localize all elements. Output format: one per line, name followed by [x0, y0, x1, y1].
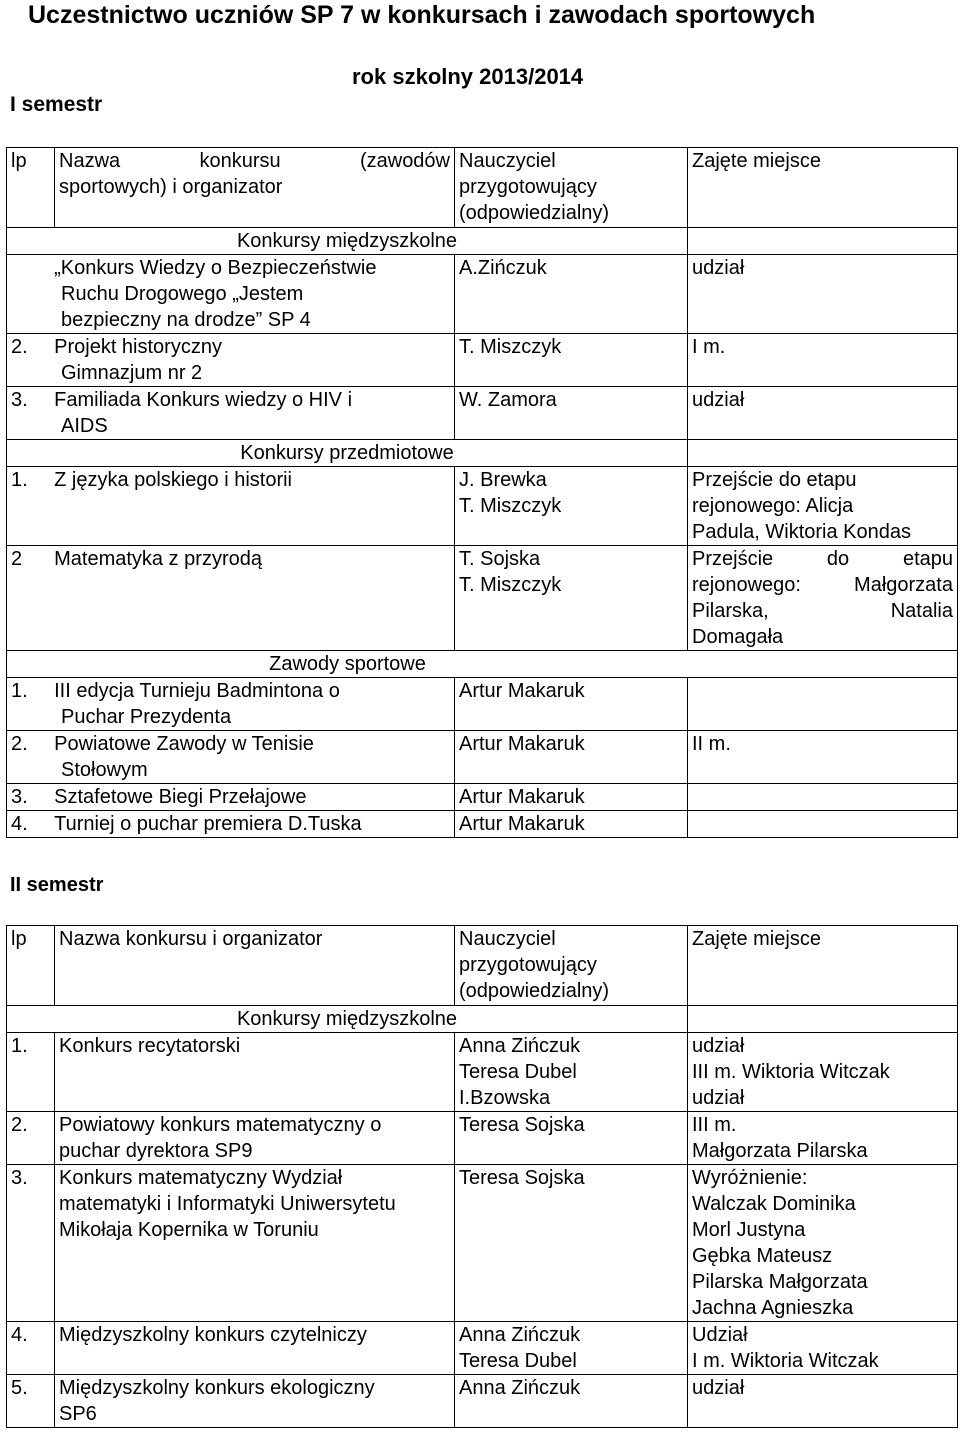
semester-1-label: I semestr — [10, 93, 103, 116]
table-row — [7, 334, 958, 387]
lp-cell: 4. — [7, 1322, 55, 1375]
table-row — [7, 1112, 958, 1165]
competition-name: 2. Powiatowe Zawody w Tenisie Stołowym — [7, 731, 455, 784]
place-cell — [688, 811, 958, 838]
section-row — [7, 440, 958, 467]
place-cell: I m. — [688, 334, 958, 387]
lp-cell: 1. — [7, 1033, 55, 1112]
table-row — [7, 1033, 958, 1112]
table-row — [7, 255, 958, 334]
lp-cell: 3. — [7, 1165, 55, 1322]
header-teacher: Nauczyciel przygotowujący (odpowiedzialny) — [455, 148, 688, 228]
teacher-cell: Teresa Sojska — [455, 1112, 688, 1165]
section-interschool: Konkursy międzyszkolne — [7, 1006, 688, 1033]
table-row — [7, 731, 958, 784]
table-row — [7, 1322, 958, 1375]
table-header — [7, 148, 958, 228]
place-cell: Udział I m. Wiktoria Witczak — [688, 1322, 958, 1375]
section-row — [7, 1006, 958, 1033]
section-row — [7, 651, 958, 678]
semester-2-label: II semestr — [10, 874, 104, 896]
table-row — [7, 467, 958, 546]
competition-name: 4. Turniej o puchar premiera D.Tuska — [7, 811, 455, 838]
table-row — [7, 546, 958, 651]
place-cell: udział III m. Wiktoria Witczak udział — [688, 1033, 958, 1112]
table-row — [7, 1375, 958, 1428]
place-cell: Przejście do etapu rejonowego: Alicja Padula, Wiktoria Kondas — [688, 467, 958, 546]
semester-1-table — [6, 147, 958, 838]
header-teacher: Nauczyciel przygotowujący (odpowiedzialny) — [455, 926, 688, 1006]
place-cell: udział — [688, 387, 958, 440]
lp-cell: 2. — [7, 1112, 55, 1165]
table-row — [7, 1165, 958, 1322]
teacher-cell: Artur Makaruk — [455, 678, 688, 731]
competition-name: 2. Projekt historyczny Gimnazjum nr 2 — [7, 334, 455, 387]
header-lp: lp — [7, 926, 55, 1006]
teacher-cell: J. Brewka T. Miszczyk — [455, 467, 688, 546]
competition-name: 2 Matematyka z przyrodą — [7, 546, 455, 651]
header-place: Zajęte miejsce — [688, 148, 958, 228]
competition-name: Konkurs matematyczny Wydział matematyki i Informatyki Uniwersytetu Mikołaja Kopernika w Toruniu — [55, 1165, 455, 1322]
section-row — [7, 228, 958, 255]
place-cell — [688, 678, 958, 731]
place-cell: udział — [688, 255, 958, 334]
teacher-cell: T. Miszczyk — [455, 334, 688, 387]
competition-name: Konkurs recytatorski — [55, 1033, 455, 1112]
place-cell: udział — [688, 1375, 958, 1428]
document-title: Uczestnictwo uczniów SP 7 w konkursach i zawodach sportowych — [28, 1, 816, 29]
teacher-cell: Anna Zińczuk — [455, 1375, 688, 1428]
school-year: rok szkolny 2013/2014 — [352, 64, 584, 89]
teacher-cell: Anna Zińczuk Teresa Dubel — [455, 1322, 688, 1375]
semester-2-table — [6, 925, 958, 1428]
table-row — [7, 784, 958, 811]
section-subject: Konkursy przedmiotowe — [7, 440, 688, 467]
header-place: Zajęte miejsce — [688, 926, 958, 1006]
competition-name: 3. Familiada Konkurs wiedzy o HIV i AIDS — [7, 387, 455, 440]
header-name: Nazwa konkursu (zawodów sportowych) i organizator — [55, 148, 455, 228]
teacher-cell: Artur Makaruk — [455, 731, 688, 784]
teacher-cell: T. Sojska T. Miszczyk — [455, 546, 688, 651]
section-sports: Zawody sportowe — [269, 653, 426, 675]
section-interschool: Konkursy międzyszkolne — [7, 228, 688, 255]
place-cell — [688, 784, 958, 811]
table-row — [7, 811, 958, 838]
table-row — [7, 678, 958, 731]
competition-name: „Konkurs Wiedzy o Bezpieczeństwie Ruchu Drogowego „Jestem bezpieczny na drodze” SP 4 — [7, 255, 455, 334]
header-name: Nazwa konkursu i organizator — [55, 926, 455, 1006]
place-cell: III m. Małgorzata Pilarska — [688, 1112, 958, 1165]
table-row — [7, 387, 958, 440]
teacher-cell: Anna Zińczuk Teresa Dubel I.Bzowska — [455, 1033, 688, 1112]
place-cell: Przejście do etapu rejonowego: Małgorzata Pilarska, Natalia Domagała — [688, 546, 958, 651]
teacher-cell: Artur Makaruk — [455, 811, 688, 838]
header-lp: lp — [7, 148, 55, 228]
place-cell: Wyróżnienie: Walczak Dominika Morl Justyna Gębka Mateusz Pilarska Małgorzata Jachna Agnieszka — [688, 1165, 958, 1322]
competition-name: Międzyszkolny konkurs ekologiczny SP6 — [55, 1375, 455, 1428]
teacher-cell: W. Zamora — [455, 387, 688, 440]
competition-name: 3. Sztafetowe Biegi Przełajowe — [7, 784, 455, 811]
table-header — [7, 926, 958, 1006]
place-cell: II m. — [688, 731, 958, 784]
competition-name: Powiatowy konkurs matematyczny o puchar dyrektora SP9 — [55, 1112, 455, 1165]
teacher-cell: Artur Makaruk — [455, 784, 688, 811]
teacher-cell: Teresa Sojska — [455, 1165, 688, 1322]
competition-name: Międzyszkolny konkurs czytelniczy — [55, 1322, 455, 1375]
lp-cell: 5. — [7, 1375, 55, 1428]
teacher-cell: A.Zińczuk — [455, 255, 688, 334]
competition-name: 1. Z języka polskiego i historii — [7, 467, 455, 546]
competition-name: 1. III edycja Turnieju Badmintona o Puchar Prezydenta — [7, 678, 455, 731]
